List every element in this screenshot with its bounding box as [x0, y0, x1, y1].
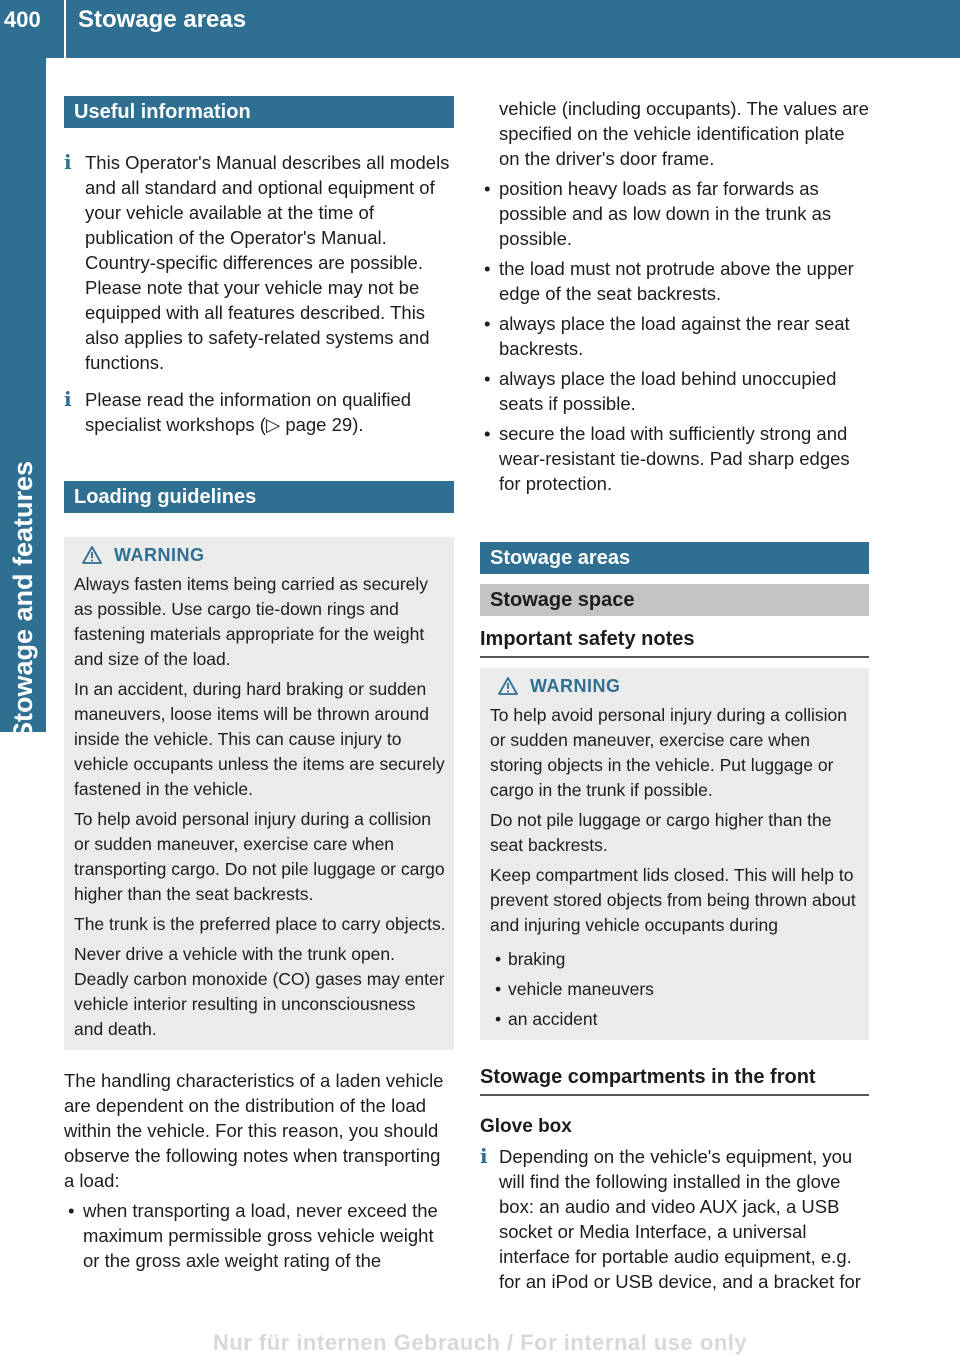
- warning-label: WARNING: [530, 676, 621, 696]
- warning-paragraph: To help avoid personal injury during a collision or sudden maneuver, exercise care when storing objects in the vehicle. Put luggage or cargo in the trunk if possible.: [490, 705, 848, 800]
- page-number: 400: [4, 7, 41, 32]
- warning-header: [74, 543, 446, 567]
- info-note: [480, 1144, 869, 1294]
- section-heading-useful-information: Useful information: [64, 96, 454, 128]
- list-item-text: secure the load with sufficiently strong and wear-resistant tie-downs. Pad sharp edges for protection.: [499, 423, 850, 494]
- warning-triangle-icon: [498, 677, 518, 695]
- warning-box: [64, 537, 454, 1050]
- list-item: • secure the load with sufficiently strong and wear-resistant tie-downs. Pad sharp edges for protection.: [484, 423, 850, 494]
- warning-paragraph: The trunk is the preferred place to carry objects.: [74, 914, 446, 934]
- side-tab: [0, 58, 46, 740]
- list-item: • always place the load against the rear seat backrests.: [484, 313, 850, 359]
- info-note-text-end: ).: [352, 414, 364, 435]
- list-item-text: when transporting a load, never exceed the maximum permissible gross vehicle weight or the gross axle weight rating of the: [83, 1200, 438, 1271]
- warning-list-item: • braking: [495, 949, 566, 969]
- page-reference-link[interactable]: ▷ page 29: [265, 414, 353, 435]
- heading-important-safety-notes: Important safety notes: [480, 626, 869, 658]
- list-item-text: always place the load against the rear seat backrests.: [499, 313, 850, 359]
- list-item: • the load must not protrude above the upper edge of the seat backrests.: [484, 258, 854, 304]
- list-item-text: the load must not protrude above the upper edge of the seat backrests.: [499, 258, 854, 304]
- warning-box: [480, 668, 869, 1040]
- warning-paragraph: Never drive a vehicle with the trunk open. Deadly carbon monoxide (CO) gases may enter vehicle interior resulting in unconsciousness and death.: [74, 944, 445, 1039]
- info-icon: i: [64, 150, 72, 174]
- warning-list-item-text: vehicle maneuvers: [508, 979, 654, 999]
- list-item: • always place the load behind unoccupied seats if possible.: [484, 368, 837, 414]
- side-tab-label: Stowage and features: [8, 460, 38, 740]
- info-icon: i: [480, 1144, 488, 1168]
- warning-list-item-text: an accident: [508, 1009, 598, 1029]
- heading-glove-box: Glove box: [480, 1116, 572, 1137]
- warning-paragraph: In an accident, during hard braking or sudden maneuvers, loose items will be thrown around inside the vehicle. This can cause injury to vehicle occupants unless the items are securely fastened in the vehicle.: [74, 679, 445, 799]
- info-note: [64, 150, 454, 375]
- left-column: [64, 96, 454, 1273]
- warning-paragraph: Always fasten items being carried as securely as possible. Use cargo tie-down rings and fastening materials appropriate for the weight and size of the load.: [74, 574, 429, 669]
- warning-label: WARNING: [114, 545, 205, 565]
- header-bar: [0, 0, 960, 58]
- warning-paragraph: Do not pile luggage or cargo higher than the seat backrests.: [490, 810, 832, 855]
- internal-use-watermark: Nur für internen Gebrauch / For internal use only: [212, 1330, 748, 1355]
- list-item-continuation: vehicle (including occupants). The values are specified on the vehicle identification plate on the driver's door frame.: [499, 98, 869, 169]
- subsection-heading-stowage-space: Stowage space: [480, 584, 869, 616]
- info-icon: i: [64, 387, 72, 411]
- warning-paragraph: Keep compartment lids closed. This will help to prevent stored objects from being thrown about and injuring vehicle occupants during: [490, 865, 856, 935]
- list-item: • when transporting a load, never exceed the maximum permissible gross vehicle weight or the gross axle weight rating of the: [68, 1200, 438, 1271]
- warning-paragraph: To help avoid personal injury during a collision or sudden maneuver, exercise care when transporting cargo. Do not pile luggage or cargo higher than the seat backrests.: [74, 809, 445, 904]
- warning-header: [490, 674, 861, 698]
- warning-list-item: • vehicle maneuvers: [495, 979, 654, 999]
- page-title: Stowage areas: [78, 6, 247, 33]
- info-note-text: Depending on the vehicle's equipment, you will find the following installed in the glove box: an audio and video AUX jack, a USB socket or Media Interface, a universal interface for portable audio equipment, e.g. for an iPod or USB device, and a bracket for: [499, 1146, 861, 1292]
- section-heading-loading-guidelines: Loading guidelines: [64, 481, 454, 513]
- heading-stowage-compartments-front: Stowage compartments in the front: [480, 1064, 869, 1096]
- warning-list-item-text: braking: [508, 949, 566, 969]
- section-heading-stowage-areas: Stowage areas: [480, 542, 869, 574]
- body-paragraph: The handling characteristics of a laden vehicle are dependent on the distribution of the load within the vehicle. For this reason, you should observe the following notes when transporting a load:: [64, 1070, 444, 1191]
- list-item-text: always place the load behind unoccupied seats if possible.: [499, 368, 837, 414]
- info-note: [64, 387, 454, 437]
- list-item: • position heavy loads as far forwards as possible and as low down in the trunk as possible.: [484, 178, 832, 249]
- right-column: [480, 96, 869, 1294]
- list-item-text: position heavy loads as far forwards as possible and as low down in the trunk as possible.: [499, 178, 832, 249]
- warning-triangle-icon: [82, 546, 102, 564]
- info-note-text: Please read the information on qualified specialist workshops (: [85, 389, 412, 435]
- warning-list-item: • an accident: [495, 1009, 598, 1029]
- header-divider: [64, 0, 66, 58]
- info-note-text: This Operator's Manual describes all models and all standard and optional equipment of your vehicle available at the time of publication of the Operator's Manual. Country-specific differences are possible. Please note that your vehicle may not be equipped with all features described. This also applies to safety-related systems and functions.: [85, 152, 450, 373]
